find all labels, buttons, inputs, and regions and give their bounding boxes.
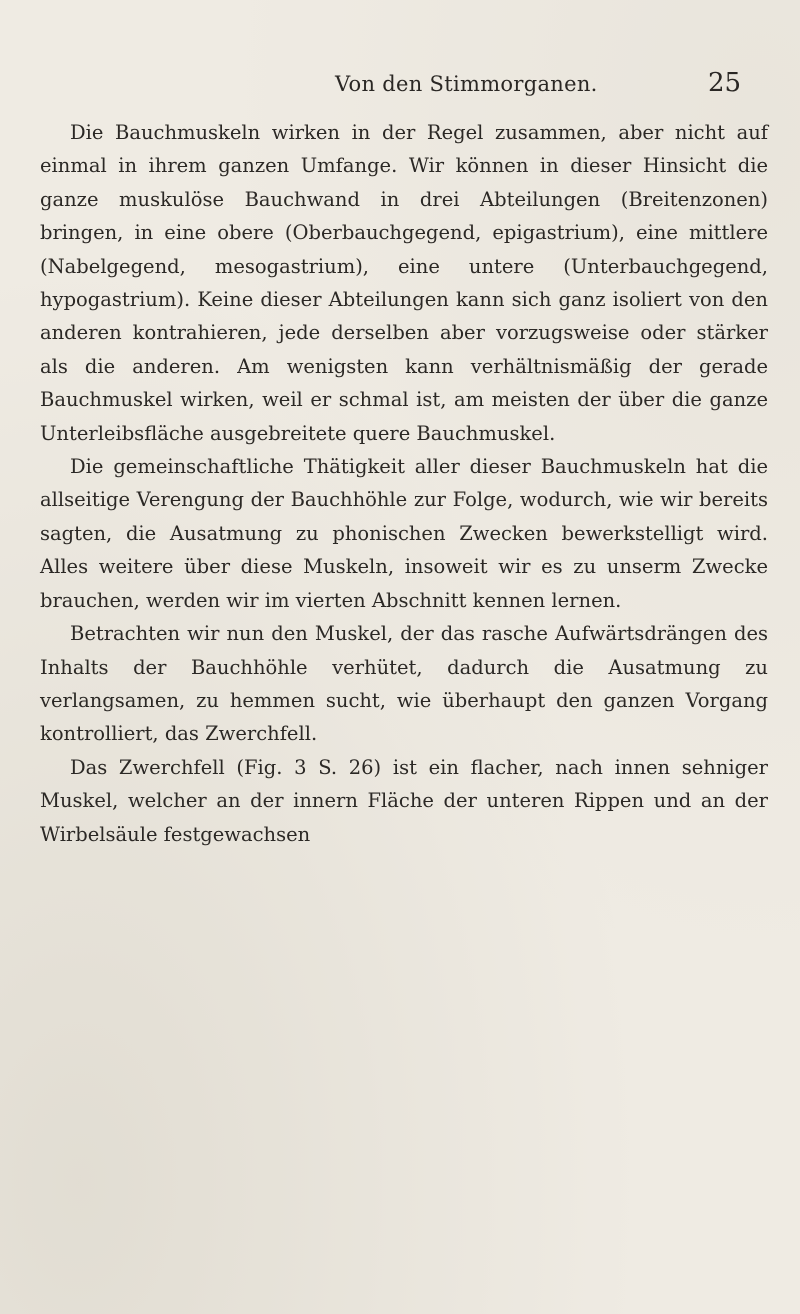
running-head: Von den Stimmorganen. — [335, 72, 598, 96]
paragraph-diaphragm-intro: Betrachten wir nun den Muskel, der das rasche Aufwärtsdrängen des Inhalts der Bauchhöhle verhütet, dadurch die Ausatmung zu verlangsamen, zu hemmen sucht, wie überhaupt den ganzen Vorgang kontrolliert, das Zwerchfell. — [40, 622, 768, 746]
paragraph-diaphragm-description: Das Zwerchfell (Fig. 3 S. 26) ist ein flacher, nach innen sehniger Muskel, welcher an der innern Fläche der unteren Rippen und an der Wirbelsäule festgewachsen — [40, 755, 768, 846]
paragraph-abdominal-muscles: Die Bauchmuskeln wirken in der Regel zusammen, aber nicht auf einmal in ihrem ganzen Umfange. Wir können in dieser Hinsicht die ganze muskulöse Bauchwand in drei Abteilungen (Breitenzonen) bringen, in eine obere (Oberbauchgegend, epigastrium), eine mittlere (Nabelgegend, mesogastrium), eine untere (Unterbauchgegend, hypogastrium). Keine dieser Abteilungen kann sich ganz isoliert von den anderen kontrahieren, jede derselben aber vorzugsweise oder stärker als die anderen. Am wenigsten kann verhältnismäßig der gerade Bauchmuskel wirken, weil er schmal ist, am meisten der über die ganze Unterleibsfläche ausgebreitete quere Bauchmuskel. — [40, 121, 768, 445]
page-number: 25 — [708, 68, 742, 98]
paragraph-joint-activity: Die gemeinschaftliche Thätigkeit aller dieser Bauchmuskeln hat die allseitige Verengung der Bauchhöhle zur Folge, wodurch, wie wir bereits sagten, die Ausatmung zu phonischen Zwecken bewerkstelligt wird. Alles weitere über diese Muskeln, insoweit wir es zu unserm Zwecke brauchen, werden wir im vierten Abschnitt kennen lernen. — [40, 455, 768, 612]
body-text — [40, 116, 768, 851]
